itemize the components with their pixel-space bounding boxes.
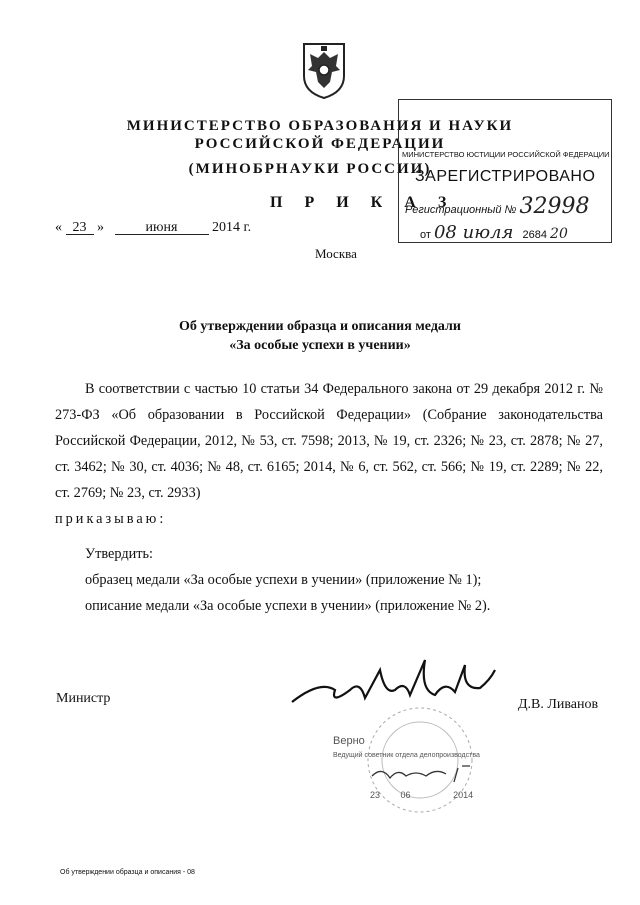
stamp-date-suffix: 2684 — [522, 229, 547, 241]
stamp-authority: МИНИСТЕРСТВО ЮСТИЦИИ РОССИЙСКОЙ ФЕДЕРАЦИИ — [402, 150, 610, 159]
copy-date-day: 23 — [370, 790, 381, 800]
order-date — [55, 220, 251, 236]
order-title-line2: «За особые успехи в учении» — [229, 338, 411, 353]
official-seal — [340, 700, 500, 820]
stamp-reg-label: Регистрационный № — [405, 204, 517, 216]
document-type: П Р И К А З — [270, 194, 456, 211]
ministry-short-name: (МИНОБРНАУКИ РОССИИ) — [188, 161, 432, 177]
stamp-date-prefix: от — [420, 229, 431, 241]
order-title-line1: Об утверждении образца и описания медали — [179, 319, 461, 334]
coat-of-arms-emblem — [300, 40, 348, 100]
ministry-name-line1: МИНИСТЕРСТВО ОБРАЗОВАНИЯ И НАУКИ — [126, 118, 514, 134]
preamble-paragraph — [55, 376, 603, 532]
stamp-date-row — [420, 222, 568, 243]
stamp-year-hand: 20 — [550, 226, 568, 242]
footer-text: Об утверждении образца и описания - 08 — [60, 869, 195, 876]
signer-position: Министр — [56, 691, 111, 706]
copy-role: Ведущий советник отдела делопроизводства — [333, 752, 480, 759]
approve-item-2: описание медали «За особые успехи в учении» (приложение № 2). — [85, 598, 491, 614]
approve-text: Утвердить: — [85, 546, 154, 562]
copy-signature — [370, 762, 480, 784]
order-word: приказываю: — [55, 511, 167, 527]
copy-date-month: 06 — [400, 790, 411, 800]
stamp-reg-number: 32998 — [519, 194, 590, 219]
date-quote-open: « — [55, 220, 62, 235]
signer-name: Д.В. Ливанов — [518, 697, 599, 712]
copy-verno: Верно — [333, 735, 365, 747]
ministry-name-line2: РОССИЙСКОЙ ФЕДЕРАЦИИ — [194, 136, 446, 152]
date-year: 2014 г. — [212, 220, 252, 235]
copy-date — [370, 790, 473, 800]
city: Москва — [315, 246, 357, 261]
stamp-registration-row — [405, 194, 590, 219]
stamp-registered: ЗАРЕГИСТРИРОВАНО — [415, 168, 596, 185]
date-quote-close: » — [97, 220, 104, 235]
date-month: июня — [115, 221, 209, 235]
approve-item-1: образец медали «За особые успехи в учении» (приложение № 1); — [85, 572, 482, 588]
preamble-text: В соответствии с частью 10 статьи 34 Федерального закона от 29 декабря 2012 г. № 273-ФЗ «Об образовании в Российской Федерации» (Собрание законодательства Российской Федерации, 2012, № 53, ст. 7598; 2013, № 19, ст. 2326; № 23, ст. 2878; № 27, ст. 3462; № 30, ст. 4036; № 48, ст. 6165; 2014, № 6, ст. 562, ст. 566; № 19, ст. 2289; № 22, ст. 2769; № 23, ст. 2933) — [55, 381, 603, 501]
stamp-date-value: 08 июля — [433, 222, 514, 243]
date-day: 23 — [66, 221, 94, 235]
copy-date-year: 2014 — [453, 790, 474, 800]
